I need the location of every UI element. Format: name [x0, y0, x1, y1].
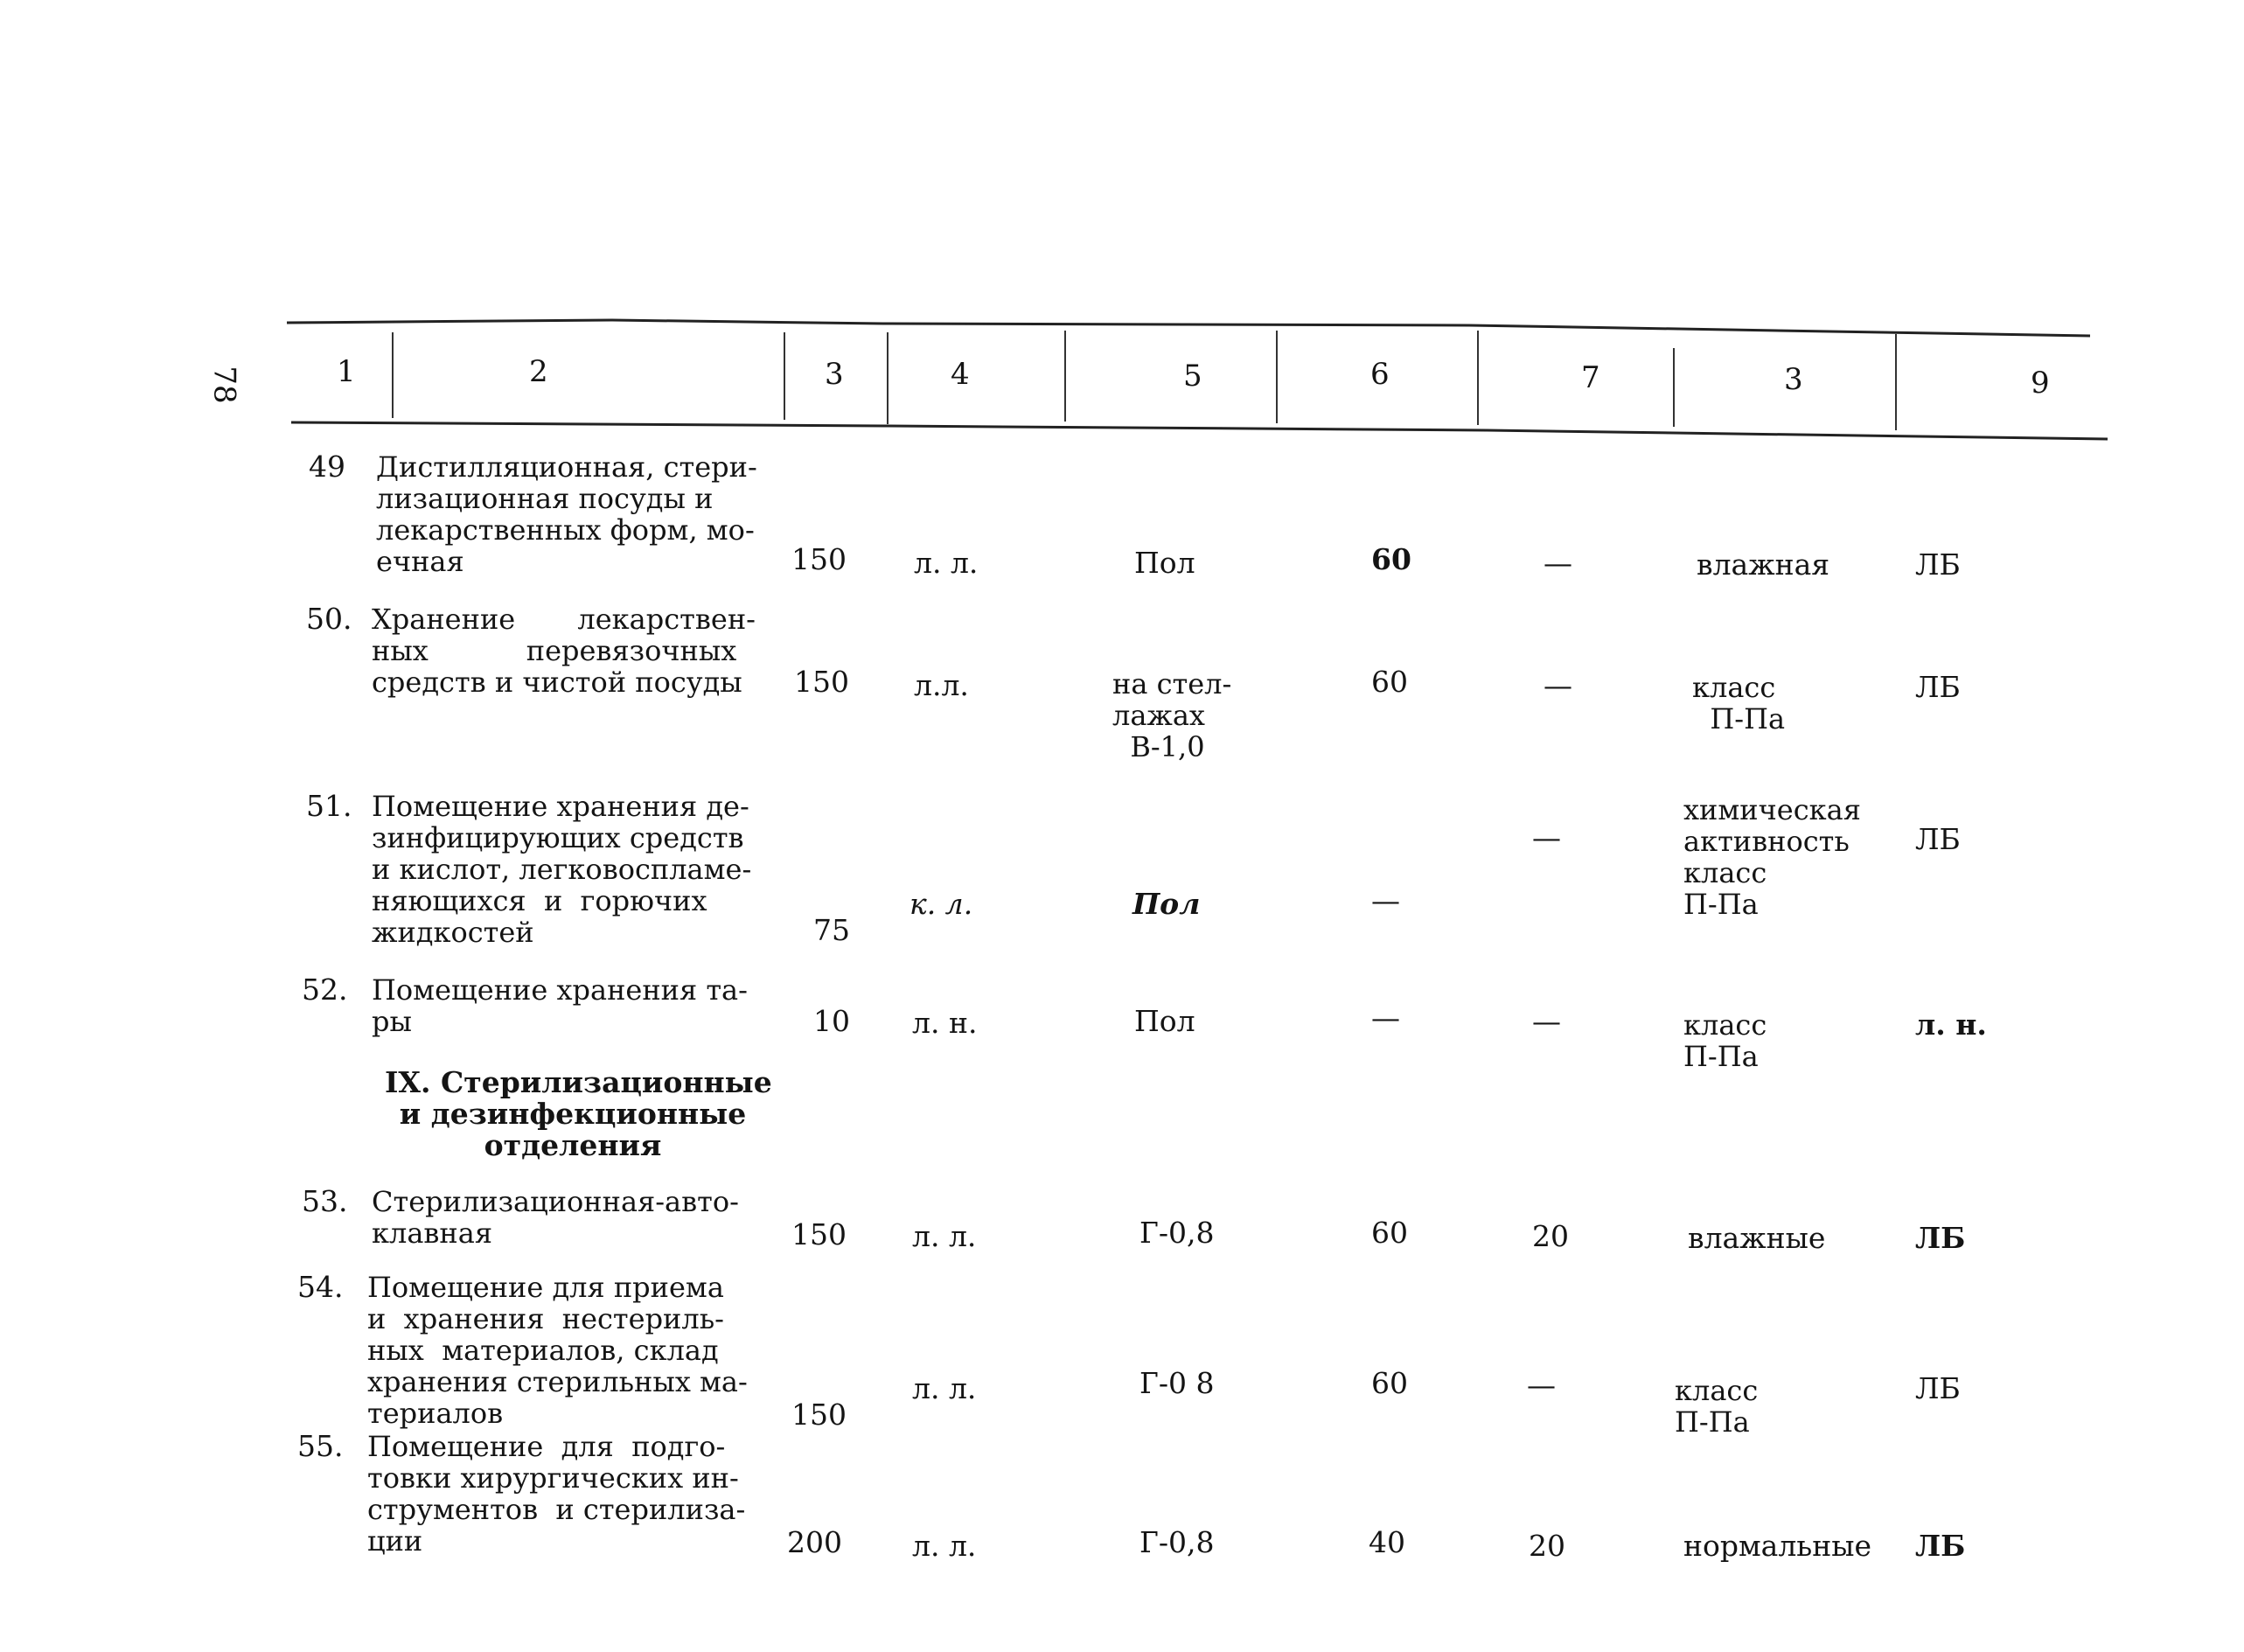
- header-col-6: 6: [1370, 357, 1390, 392]
- row-number: 55.: [297, 1429, 344, 1463]
- col-8-value: класс П-Па: [1692, 671, 1786, 735]
- col-8-value: влажная: [1697, 547, 1830, 582]
- area-value: 75: [813, 913, 850, 947]
- header-col-1: 1: [337, 354, 356, 389]
- header-col-9: 9: [2031, 366, 2050, 401]
- col-5-value: на стел- лажах В-1,0: [1112, 667, 1232, 763]
- area-value: 200: [787, 1525, 842, 1559]
- col-9-value: ЛБ: [1915, 1371, 1961, 1405]
- col-9-value: ЛБ: [1915, 1529, 1966, 1563]
- col-5-value: Г-0 8: [1139, 1366, 1215, 1400]
- col-7-value: —: [1532, 1004, 1561, 1038]
- room-description: Стерилизационная-авто- клавная: [372, 1185, 739, 1250]
- room-description: Помещение хранения де- зинфицирующих средств и кислот, легковоспламе- няющихся и горючих жидкостей: [372, 790, 752, 949]
- col-4-value: л. л.: [914, 546, 979, 580]
- row-number: 54.: [297, 1270, 344, 1304]
- col-6-value: 60: [1371, 1366, 1408, 1400]
- col-7-value: —: [1527, 1368, 1556, 1402]
- header-col-8: 3: [1784, 362, 1803, 397]
- row-number: 52.: [302, 972, 348, 1007]
- col-6-value: 60: [1371, 542, 1411, 576]
- area-value: 150: [791, 1217, 847, 1251]
- col-7-value: 20: [1529, 1529, 1565, 1563]
- col-6-value: 60: [1371, 665, 1408, 699]
- col-9-value: ЛБ: [1915, 822, 1961, 856]
- col-4-value: л.л.: [914, 668, 969, 702]
- col-9-value: ЛБ: [1915, 670, 1961, 704]
- room-description: Дистилляционная, стери- лизационная посуды и лекарственных форм, мо- ечная: [376, 450, 757, 578]
- col-5-value: Г-0,8: [1139, 1216, 1215, 1250]
- header-col-7: 7: [1581, 360, 1600, 395]
- header-col-3: 3: [825, 357, 844, 392]
- col-4-value: л. л.: [912, 1219, 977, 1253]
- col-5-value: Пол: [1132, 887, 1201, 921]
- col-8-value: химическая активность класс П-Па: [1683, 793, 1861, 921]
- col-7-value: —: [1544, 546, 1572, 580]
- col-6-value: 40: [1369, 1525, 1405, 1559]
- col-7-value: —: [1544, 668, 1572, 702]
- area-value: 150: [791, 1398, 847, 1432]
- section-heading: IX. Стерилизационные и дезинфекционные отделения: [385, 1065, 772, 1162]
- area-value: 150: [794, 665, 849, 699]
- header-col-2: 2: [529, 354, 548, 389]
- row-number: 53.: [302, 1184, 348, 1218]
- col-6-value: —: [1371, 883, 1400, 917]
- col-5-value: Пол: [1134, 1004, 1195, 1038]
- col-4-value: л. н.: [912, 1006, 978, 1040]
- col-9-value: ЛБ: [1915, 547, 1961, 582]
- row-number: 49: [309, 450, 345, 484]
- col-4-value: л. л.: [912, 1529, 977, 1563]
- area-value: 150: [791, 542, 847, 576]
- col-7-value: 20: [1532, 1219, 1569, 1253]
- area-value: 10: [813, 1004, 850, 1038]
- col-9-value: л. н.: [1915, 1007, 1987, 1042]
- page-number: 78: [206, 366, 242, 404]
- col-8-value: класс П-Па: [1675, 1374, 1759, 1439]
- col-4-value: л. л.: [912, 1371, 977, 1405]
- col-6-value: 60: [1371, 1216, 1408, 1250]
- room-description: Помещение для подго- товки хирургических ин- струментов и стерилиза- ции: [367, 1430, 746, 1558]
- header-col-4: 4: [951, 357, 970, 392]
- col-9-value: ЛБ: [1915, 1221, 1966, 1255]
- col-8-value: класс П-Па: [1683, 1008, 1767, 1073]
- col-4-value: к. л.: [909, 887, 973, 921]
- room-description: Помещение хранения та- ры: [372, 973, 748, 1038]
- col-5-value: Г-0,8: [1139, 1525, 1215, 1559]
- col-8-value: влажные: [1688, 1221, 1826, 1255]
- col-8-value: нормальные: [1683, 1529, 1872, 1563]
- room-description: Хранение лекарствен- ных перевязочных средств и чистой посуды: [372, 603, 756, 699]
- room-description: Помещение для приема и хранения нестериль- ных материалов, склад хранения стерильных ма- териалов: [367, 1271, 748, 1430]
- row-number: 50.: [306, 602, 352, 636]
- col-6-value: —: [1371, 1000, 1400, 1035]
- row-number: 51.: [306, 789, 352, 823]
- col-5-value: Пол: [1134, 546, 1195, 580]
- header-col-5: 5: [1183, 359, 1202, 394]
- col-7-value: —: [1532, 820, 1561, 854]
